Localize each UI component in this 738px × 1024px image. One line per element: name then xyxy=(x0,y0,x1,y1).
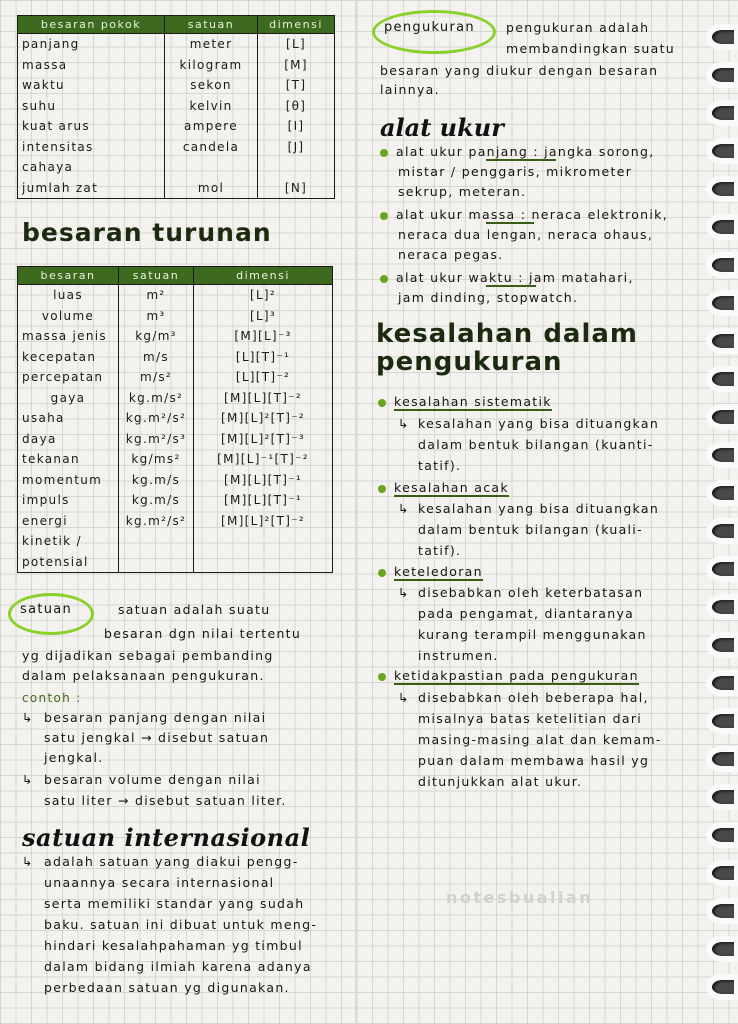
satuan-def-line: dalam pelaksanaan pengukuran. xyxy=(22,668,265,683)
list-item-line: kurang terampil menggunakan xyxy=(418,627,647,642)
pengukuran-def-line: membandingkan suatu xyxy=(506,41,676,56)
bullet-dot-icon xyxy=(380,212,388,220)
binding-hole xyxy=(712,182,734,196)
table-cell xyxy=(194,552,333,573)
binding-hole xyxy=(712,714,734,728)
list-item-heading: ketidakpastian pada pengukuran xyxy=(378,666,639,686)
pengukuran-def-line: besaran yang diukur dengan besaran xyxy=(380,63,659,78)
list-item-heading: kesalahan acak xyxy=(378,478,509,498)
table-cell: [L]³ xyxy=(194,306,333,327)
arrow-icon: ↳ xyxy=(22,854,34,869)
table-cell: suhu xyxy=(18,96,165,117)
binding-hole xyxy=(712,752,734,766)
contoh-label: contoh : xyxy=(22,691,82,705)
table-cell: [I] xyxy=(258,116,335,137)
table-cell: jumlah zat xyxy=(18,178,165,199)
table-cell: gaya xyxy=(18,388,119,409)
list-item-line: tatif). xyxy=(418,458,462,473)
table-cell: [M][L]⁻³ xyxy=(194,326,333,347)
col-header-satuan: satuan xyxy=(119,267,194,285)
binding-hole xyxy=(712,258,734,272)
table-cell: meter xyxy=(165,34,258,55)
list-item-line: puan dalam membawa hasil yg xyxy=(418,753,650,768)
page-center-fold xyxy=(355,0,357,1024)
binding-hole xyxy=(712,942,734,956)
si-text-line: hindari kesalahpahaman yg timbul xyxy=(44,938,303,953)
list-item: alat ukur panjang : jangka sorong, xyxy=(380,142,655,162)
besaran-turunan-heading: besaran turunan xyxy=(22,218,272,247)
table-cell: intensitas xyxy=(18,137,165,158)
table-cell: massa xyxy=(18,55,165,76)
arrow-icon: ↳ xyxy=(22,710,34,725)
arrow-icon: ↳ xyxy=(22,772,34,787)
table-cell: [M][L][T]⁻¹ xyxy=(194,470,333,491)
table-cell: [L] xyxy=(258,34,335,55)
table-cell: [θ] xyxy=(258,96,335,117)
col-header-satuan: satuan xyxy=(165,16,258,34)
arrow-icon: ↳ xyxy=(398,690,410,705)
table-cell: usaha xyxy=(18,408,119,429)
binding-hole xyxy=(712,562,734,576)
table-cell xyxy=(165,157,258,178)
table-cell: m³ xyxy=(119,306,194,327)
table-cell: kg.m²/s² xyxy=(119,511,194,532)
table-cell: [L][T]⁻² xyxy=(194,367,333,388)
table-cell: [J] xyxy=(258,137,335,158)
table-cell xyxy=(119,552,194,573)
example-line: jengkal. xyxy=(44,750,104,765)
table-cell: [M][L]²[T]⁻² xyxy=(194,511,333,532)
watermark: notesbualian xyxy=(446,888,594,907)
arrow-icon: ↳ xyxy=(398,585,410,600)
arrow-icon: ↳ xyxy=(398,416,410,431)
binding-hole xyxy=(712,296,734,310)
table-cell: kg.m/s² xyxy=(119,388,194,409)
list-item-line: instrumen. xyxy=(418,648,499,663)
table-cell: kg/m³ xyxy=(119,326,194,347)
table-cell: luas xyxy=(18,285,119,306)
table-cell: energi xyxy=(18,511,119,532)
col-header-besaran: besaran xyxy=(18,267,119,285)
table-cell: cahaya xyxy=(18,157,165,178)
table-cell: m² xyxy=(119,285,194,306)
binding-hole xyxy=(712,448,734,462)
table-cell: [M][L]²[T]⁻³ xyxy=(194,429,333,450)
table-cell: kinetik / xyxy=(18,531,119,552)
binding-hole xyxy=(712,144,734,158)
list-item-line: disebabkan oleh beberapa hal, xyxy=(418,690,649,705)
list-item-line: sekrup, meteran. xyxy=(398,184,527,199)
binding-hole xyxy=(712,524,734,538)
bullet-dot-icon xyxy=(378,569,386,577)
list-item-line: kesalahan yang bisa dituangkan xyxy=(418,416,660,431)
binding-hole xyxy=(712,638,734,652)
table-cell: volume xyxy=(18,306,119,327)
binding-hole xyxy=(712,220,734,234)
table-cell: ampere xyxy=(165,116,258,137)
table-cell: tekanan xyxy=(18,449,119,470)
bullet-dot-icon xyxy=(380,275,388,283)
list-item-line: masing-masing alat dan kemam- xyxy=(418,732,662,747)
list-item-line: misalnya batas ketelitian dari xyxy=(418,711,643,726)
table-cell: kg.m/s xyxy=(119,490,194,511)
pengukuran-def-line: pengukuran adalah xyxy=(506,20,650,35)
table-cell xyxy=(194,531,333,552)
si-text-line: perbedaan satuan yg digunakan. xyxy=(44,980,290,995)
besaran-pokok-table xyxy=(17,15,335,199)
table-cell: m/s xyxy=(119,347,194,368)
binding-hole xyxy=(712,600,734,614)
underline xyxy=(486,222,534,224)
satuan-def-line: satuan adalah suatu xyxy=(118,602,271,617)
binding-hole xyxy=(712,904,734,918)
table-cell: [L][T]⁻¹ xyxy=(194,347,333,368)
si-text-line: unaannya secara internasional xyxy=(44,875,275,890)
alat-ukur-heading: alat ukur xyxy=(380,113,504,142)
table-cell: mol xyxy=(165,178,258,199)
binding-hole xyxy=(712,410,734,424)
satuan-def-line: yg dijadikan sebagai pembanding xyxy=(22,648,274,663)
table-cell: kg.m²/s² xyxy=(119,408,194,429)
table-cell: kelvin xyxy=(165,96,258,117)
binding-hole xyxy=(712,676,734,690)
col-header-dimensi: dimensi xyxy=(258,16,335,34)
binding-hole xyxy=(712,372,734,386)
table-cell: [M][L][T]⁻¹ xyxy=(194,490,333,511)
si-text-line: adalah satuan yang diakui pengg- xyxy=(44,854,299,869)
si-text-line: serta memiliki standar yang sudah xyxy=(44,896,305,911)
table-cell: kilogram xyxy=(165,55,258,76)
list-item-line: mistar / penggaris, mikrometer xyxy=(398,164,633,179)
table-cell: kg/ms² xyxy=(119,449,194,470)
satuan-def-line: besaran dgn nilai tertentu xyxy=(104,626,302,641)
kesalahan-heading-line2: pengukuran xyxy=(376,347,563,377)
underline xyxy=(486,285,536,287)
table-cell: percepatan xyxy=(18,367,119,388)
list-item-line: disebabkan oleh keterbatasan xyxy=(418,585,644,600)
arrow-icon: ↳ xyxy=(398,501,410,516)
table-cell: [M][L]⁻¹[T]⁻² xyxy=(194,449,333,470)
table-cell: [N] xyxy=(258,178,335,199)
bullet-dot-icon xyxy=(380,149,388,157)
table-cell: kg.m/s xyxy=(119,470,194,491)
example-line: besaran panjang dengan nilai xyxy=(44,710,267,725)
pengukuran-label: pengukuran xyxy=(384,20,475,35)
binding-hole xyxy=(712,486,734,500)
table-cell: kuat arus xyxy=(18,116,165,137)
table-cell: [M][L]²[T]⁻² xyxy=(194,408,333,429)
table-cell: kg.m²/s³ xyxy=(119,429,194,450)
bullet-dot-icon xyxy=(378,399,386,407)
col-header-besaran-pokok: besaran pokok xyxy=(18,16,165,34)
kesalahan-heading-line1: kesalahan dalam xyxy=(376,319,639,349)
table-cell: momentum xyxy=(18,470,119,491)
binding-hole xyxy=(712,790,734,804)
list-item: alat ukur waktu : jam matahari, xyxy=(380,268,634,288)
table-cell: [M] xyxy=(258,55,335,76)
list-item-line: kesalahan yang bisa dituangkan xyxy=(418,501,660,516)
list-item-line: dalam bentuk bilangan (kuanti- xyxy=(418,437,654,452)
table-cell: [M][L][T]⁻² xyxy=(194,388,333,409)
list-item-line: jam dinding, stopwatch. xyxy=(398,290,579,305)
col-header-dimensi: dimensi xyxy=(194,267,333,285)
table-cell: waktu xyxy=(18,75,165,96)
list-item-line: dalam bentuk bilangan (kuali- xyxy=(418,522,643,537)
table-cell: impuls xyxy=(18,490,119,511)
table-cell: massa jenis xyxy=(18,326,119,347)
list-item-line: neraca pegas. xyxy=(398,247,504,262)
example-line: satu jengkal → disebut satuan xyxy=(44,730,270,745)
example-line: satu liter → disebut satuan liter. xyxy=(44,793,287,808)
example-line: besaran volume dengan nilai xyxy=(44,772,261,787)
list-item: alat ukur massa : neraca elektronik, xyxy=(380,205,668,225)
underline xyxy=(486,159,556,161)
table-cell: [T] xyxy=(258,75,335,96)
si-text-line: dalam bidang ilmiah karena adanya xyxy=(44,959,312,974)
binding-hole xyxy=(712,68,734,82)
binding-hole xyxy=(712,828,734,842)
pengukuran-def-line: lainnya. xyxy=(380,82,440,97)
table-cell: sekon xyxy=(165,75,258,96)
table-cell xyxy=(119,531,194,552)
list-item-line: tatif). xyxy=(418,543,462,558)
list-item-heading: kesalahan sistematik xyxy=(378,392,552,412)
table-cell xyxy=(258,157,335,178)
list-item-line: ditunjukkan alat ukur. xyxy=(418,774,583,789)
bullet-dot-icon xyxy=(378,485,386,493)
table-cell: m/s² xyxy=(119,367,194,388)
binding-hole xyxy=(712,980,734,994)
list-item-line: pada pengamat, diantaranya xyxy=(418,606,635,621)
table-cell: [L]² xyxy=(194,285,333,306)
table-cell: kecepatan xyxy=(18,347,119,368)
table-cell: candela xyxy=(165,137,258,158)
table-cell: daya xyxy=(18,429,119,450)
table-cell: potensial xyxy=(18,552,119,573)
binding-hole xyxy=(712,334,734,348)
list-item-heading: keteledoran xyxy=(378,562,483,582)
table-cell: panjang xyxy=(18,34,165,55)
binding-hole xyxy=(712,106,734,120)
list-item-line: neraca dua lengan, neraca ohaus, xyxy=(398,227,654,242)
bullet-dot-icon xyxy=(378,673,386,681)
besaran-turunan-table xyxy=(17,266,333,573)
binding-hole xyxy=(712,866,734,880)
binding-hole xyxy=(712,30,734,44)
si-text-line: baku. satuan ini dibuat untuk meng- xyxy=(44,917,318,932)
satuan-label: satuan xyxy=(20,602,73,617)
satuan-internasional-heading: satuan internasional xyxy=(22,823,311,852)
